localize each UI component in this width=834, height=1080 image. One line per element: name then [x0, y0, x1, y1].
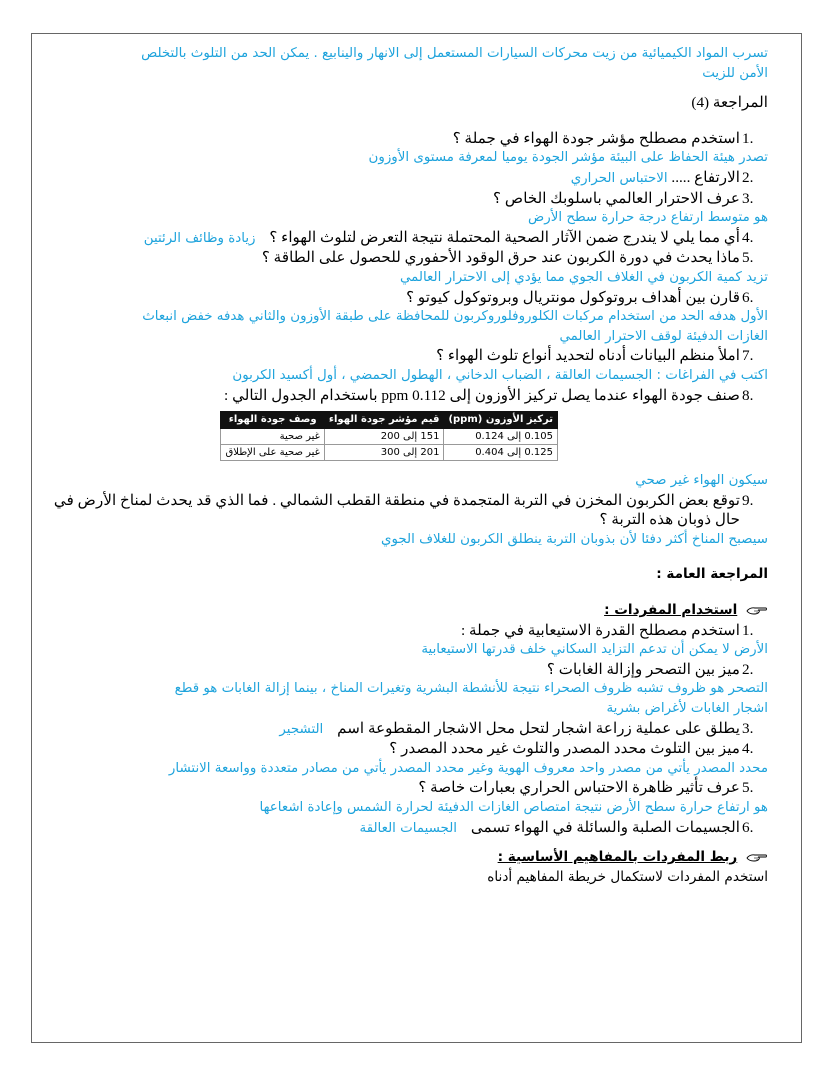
question-4	[48, 228, 768, 249]
question-number: 2.	[742, 168, 754, 186]
table-header: تركيز الأوزون (ppm)	[444, 412, 558, 429]
question-number: 9.	[742, 491, 754, 509]
answer-6-line-1: الأول هدفه الحد من استخدام مركبات الكلوروفلوروكربون للمحافظة على طبقة الأوزون والثاني هدفه خفض انبعاث	[142, 309, 768, 325]
pointing-hand-icon	[746, 604, 768, 616]
answer-5: تزيد كمية الكربون في الغلاف الجوي مما يؤدي إلى الاحترار العالمي	[400, 269, 768, 285]
gr-question-1	[48, 621, 768, 641]
answer-7: اكتب في الفراغات : الجسيمات العالقة ، الضباب الدخاني ، الهطول الحمضي ، أول أكسيد الكربون	[232, 367, 768, 383]
gr-question-3	[48, 719, 768, 740]
question-number: 4.	[742, 228, 754, 246]
table-cell: غير صحية على الإطلاق	[221, 445, 324, 461]
answer-2: الاحتباس الحراري	[570, 170, 668, 186]
intro-line-2: الأمن للزيت	[702, 65, 768, 81]
question-number: 4.	[742, 740, 754, 758]
answer-9: سيصبح المناخ أكثر دفئا لأن بذوبان التربة ينطلق الكربون للغلاف الجوي	[380, 531, 768, 547]
table-row	[221, 445, 558, 461]
question-text: أي مما يلي لا يندرج ضمن الآثار الصحية المحتملة نتيجة التعرض لتلوث الهواء ؟	[269, 228, 740, 246]
answer-8: سيكون الهواء غير صحي	[635, 473, 768, 489]
question-number: 2.	[742, 660, 754, 678]
question-2	[48, 168, 768, 189]
pointing-hand-icon	[746, 851, 768, 863]
question-text: صنف جودة الهواء عندما يصل تركيز الأوزون إلى 0.112 ppm باستخدام الجدول التالي :	[224, 386, 740, 404]
gr-answer-6: الجسيمات العالقة	[359, 820, 458, 836]
intro-line-1: تسرب المواد الكيميائية من زيت محركات السيارات المستعمل إلى الانهار والينابيع . يمكن الحد من التلوث بالتخلص	[141, 46, 768, 61]
question-number: 8.	[742, 386, 754, 404]
gr-question-5	[48, 778, 768, 798]
question-number: 5.	[742, 779, 754, 797]
gr-question-4	[48, 739, 768, 759]
review4-title: المراجعة (4)	[691, 94, 768, 112]
vocab-title-text: استخدام المفردات :	[604, 602, 738, 619]
gr-answer-2-line-1: التصحر هو ظروف تشبه ظروف الصحراء نتيجة للأنشطة البشرية وتغيرات المناخ ، بينما إزالة الغابات هو قطع	[174, 681, 768, 697]
question-text: املأ منظم البيانات أدناه لتحديد أنواع تلوث الهواء ؟	[436, 347, 740, 365]
question-text: ماذا يحدث في دورة الكربون عند حرق الوقود الأحفوري للحصول على الطاقة ؟	[261, 249, 740, 267]
question-text: عرف الاحترار العالمي باسلوبك الخاص ؟	[492, 189, 740, 207]
gr-answer-1: الأرض لا يمكن أن تدعم التزايد السكاني خلف قدرتها الاستيعابية	[421, 642, 768, 658]
question-text-line-2: حال ذوبان هذه التربة ؟	[599, 511, 740, 529]
answer-6	[48, 307, 768, 346]
concepts-title-text: ربط المفردات بالمفاهيم الأساسية :	[497, 849, 738, 866]
table-cell: 0.105 إلى 0.124	[444, 429, 558, 445]
gr-question-6	[48, 818, 768, 839]
answer-4: زيادة وظائف الرئتين	[143, 230, 256, 246]
gr-answer-2-line-2: اشجار الغابات لأغراض بشرية	[606, 701, 768, 717]
concepts-section-title	[48, 848, 768, 868]
question-number: 3.	[742, 719, 754, 737]
table-header-row	[221, 412, 558, 429]
table-header: وصف جودة الهواء	[221, 412, 324, 429]
question-text: استخدم مصطلح مؤشر جودة الهواء في جملة ؟	[452, 129, 740, 147]
table-header: قيم مؤشر جودة الهواء	[324, 412, 444, 429]
table-cell: 201 إلى 300	[324, 445, 444, 461]
question-number: 7.	[742, 347, 754, 365]
question-text: قارن بين أهداف بروتوكول مونتريال وبروتوكول كيوتو ؟	[406, 288, 740, 306]
table-cell: غير صحية	[221, 429, 324, 445]
question-6	[48, 288, 768, 308]
answer-3: هو متوسط ارتفاع درجة حرارة سطح الأرض	[528, 210, 768, 226]
question-text: ميز بين التصحر وإزالة الغابات ؟	[546, 660, 740, 678]
question-8	[48, 386, 768, 406]
question-number: 1.	[742, 621, 754, 639]
question-7	[48, 346, 768, 366]
ozone-aqi-table	[220, 411, 558, 461]
question-text: عرف تأثير ظاهرة الاحتباس الحراري بعبارات خاصة ؟	[418, 779, 740, 797]
table-cell: 0.125 إلى 0.404	[444, 445, 558, 461]
table-cell: 151 إلى 200	[324, 429, 444, 445]
question-text: يطلق على عملية زراعة اشجار لتحل محل الاشجار المقطوعة اسم	[337, 719, 740, 737]
vocab-section-title	[48, 601, 768, 621]
question-number: 5.	[742, 249, 754, 267]
table-row	[221, 429, 558, 445]
question-number: 6.	[742, 288, 754, 306]
intro-answer	[48, 44, 768, 83]
answer-1: تصدر هيئة الحفاظ على البيئة مؤشر الجودة يوميا لمعرفة مستوى الأوزون	[368, 150, 768, 166]
concepts-instruction: استخدم المفردات لاستكمال خريطة المفاهيم أدناه	[487, 868, 768, 885]
question-text: الارتفاع .....	[671, 168, 740, 186]
gr-answer-5: هو ارتفاع حرارة سطح الأرض نتيجة امتصاص الغازات الدفيئة لحرارة الشمس وإعادة اشعاعها	[259, 800, 768, 815]
question-3	[48, 189, 768, 209]
question-text: استخدم مصطلح القدرة الاستيعابية في جملة :	[460, 621, 740, 639]
gr-answer-3: التشجير	[279, 721, 324, 737]
question-text: الجسيمات الصلبة والسائلة في الهواء تسمى	[470, 818, 740, 836]
question-text-line-1: توقع بعض الكربون المخزن في التربة المتجمدة في منطقة القطب الشمالي . فما الذي قد يحدث لمناخ الأرض في	[53, 491, 740, 509]
gr-answer-2	[48, 679, 768, 718]
general-review-title: المراجعة العامة :	[656, 566, 768, 583]
question-9	[48, 491, 768, 530]
document-page	[48, 44, 768, 887]
question-5	[48, 248, 768, 268]
question-number: 3.	[742, 189, 754, 207]
gr-answer-4: محدد المصدر يأتي من مصدر واحد معروف الهوية وغير محدد المصدر يأتي من مصادر متعددة وواسعة الانتشار	[168, 760, 768, 776]
answer-6-line-2: الغازات الدفيئة لوقف الاحترار العالمي	[559, 328, 768, 344]
question-1	[48, 129, 768, 149]
gr-question-2	[48, 660, 768, 680]
question-text: ميز بين التلوث محدد المصدر والتلوث غير محدد المصدر ؟	[389, 740, 740, 758]
question-number: 6.	[742, 818, 754, 836]
question-number: 1.	[742, 129, 754, 147]
